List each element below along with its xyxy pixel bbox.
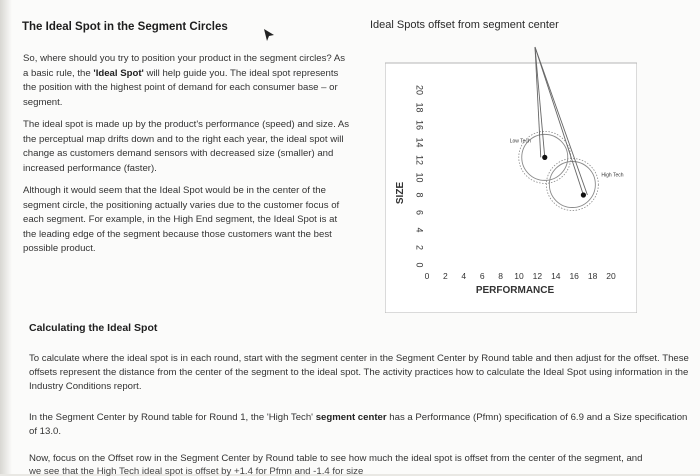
y-tick-label: 10 [414, 172, 425, 183]
y-tick-label: 18 [414, 102, 425, 113]
high-tech-segment-label: High Tech [601, 172, 624, 179]
x-tick-label: 20 [606, 271, 616, 281]
page-edge-shadow [0, 0, 12, 474]
low-tech-segment-label: Low Tech [509, 138, 531, 145]
low-tech-ideal-spot-point [542, 155, 547, 160]
calc-p2-end: has a Performance (Pfmn) specification of 6.9 and a Size specification of 13.0. [29, 412, 688, 437]
x-tick-label: 14 [551, 271, 561, 281]
section-heading: Calculating the Ideal Spot [29, 322, 158, 334]
intro-text-start: So, where should you try to position your product in the segment circles? As a basic rule, the [23, 53, 346, 79]
perceptual-map-chart [385, 43, 637, 313]
y-tick-label: 14 [414, 137, 425, 148]
ideal-spot-term: 'Ideal Spot' [93, 67, 144, 79]
calc-paragraph-1: To calculate where the ideal spot is in each round, start with the segment center in the Segment Center by Round table and then adjust for the offset. These offsets represent the distance from the center of the segment to the ideal spot. The activity practices how to calculate the Ideal Spot using information in the Industry Conditions report. [29, 353, 689, 392]
chart-title: Ideal Spots offset from segment center [370, 19, 559, 31]
y-tick-label: 2 [414, 244, 425, 251]
intro-text-end: will help guide you. The ideal spot represents the position with the highest point of demand for each consumer base – or segment. [23, 67, 339, 108]
x-tick-label: 16 [569, 271, 579, 281]
x-tick-label: 6 [479, 271, 485, 281]
high-tech-ideal-spot-point [581, 192, 586, 197]
calc-paragraph-4-cut: we see that the High Tech ideal spot is offset by +1.4 for Pfmn and -1.4 for size [29, 466, 364, 476]
y-tick-label: 12 [414, 154, 425, 166]
ideal-spot-paragraph: The ideal spot is made up by the product's performance (speed) and size. As the perceptual map drifts down and to the right each year, the ideal spot will change as customers demand sensors with decreased size (smaller) and increased performance (faster). [23, 119, 350, 174]
x-tick-label: 0 [424, 271, 430, 281]
mouse-cursor-icon [262, 28, 276, 42]
calc-paragraph-2 [29, 411, 693, 439]
x-tick-label: 4 [461, 271, 467, 281]
y-tick-label: 4 [414, 227, 425, 233]
y-tick-label: 8 [414, 192, 425, 198]
calc-p2-start: In the Segment Center by Round table for Round 1, the 'High Tech' [29, 412, 316, 423]
intro-paragraph [23, 52, 353, 110]
x-tick-label: 8 [498, 271, 503, 281]
y-axis-label: SIZE [395, 181, 406, 205]
x-tick-label: 10 [514, 271, 524, 281]
x-tick-label: 2 [443, 271, 448, 281]
segment-focus-paragraph: Although it would seem that the Ideal Spot would be in the center of the segment circle, the positioning actually varies due to the customer focus of each segment. For example, in the High End segment, the Ideal Spot is at the leading edge of the segment because those customers want the best possible product. [23, 185, 340, 255]
y-tick-label: 6 [414, 209, 425, 216]
page-title: The Ideal Spot in the Segment Circles [22, 21, 228, 33]
calc-paragraph-3: Now, focus on the Offset row in the Segment Center by Round table to see how much the ideal spot is offset from the center of the segment, and [29, 453, 643, 464]
x-axis-label: PERFORMANCE [475, 285, 555, 296]
x-tick-label: 18 [587, 271, 598, 281]
x-tick-label: 12 [532, 271, 543, 281]
chart-frame [385, 63, 637, 313]
y-tick-label: 0 [414, 262, 425, 268]
y-tick-label: 16 [414, 119, 425, 131]
y-tick-label: 20 [414, 84, 425, 96]
segment-center-term: segment center [315, 412, 387, 423]
